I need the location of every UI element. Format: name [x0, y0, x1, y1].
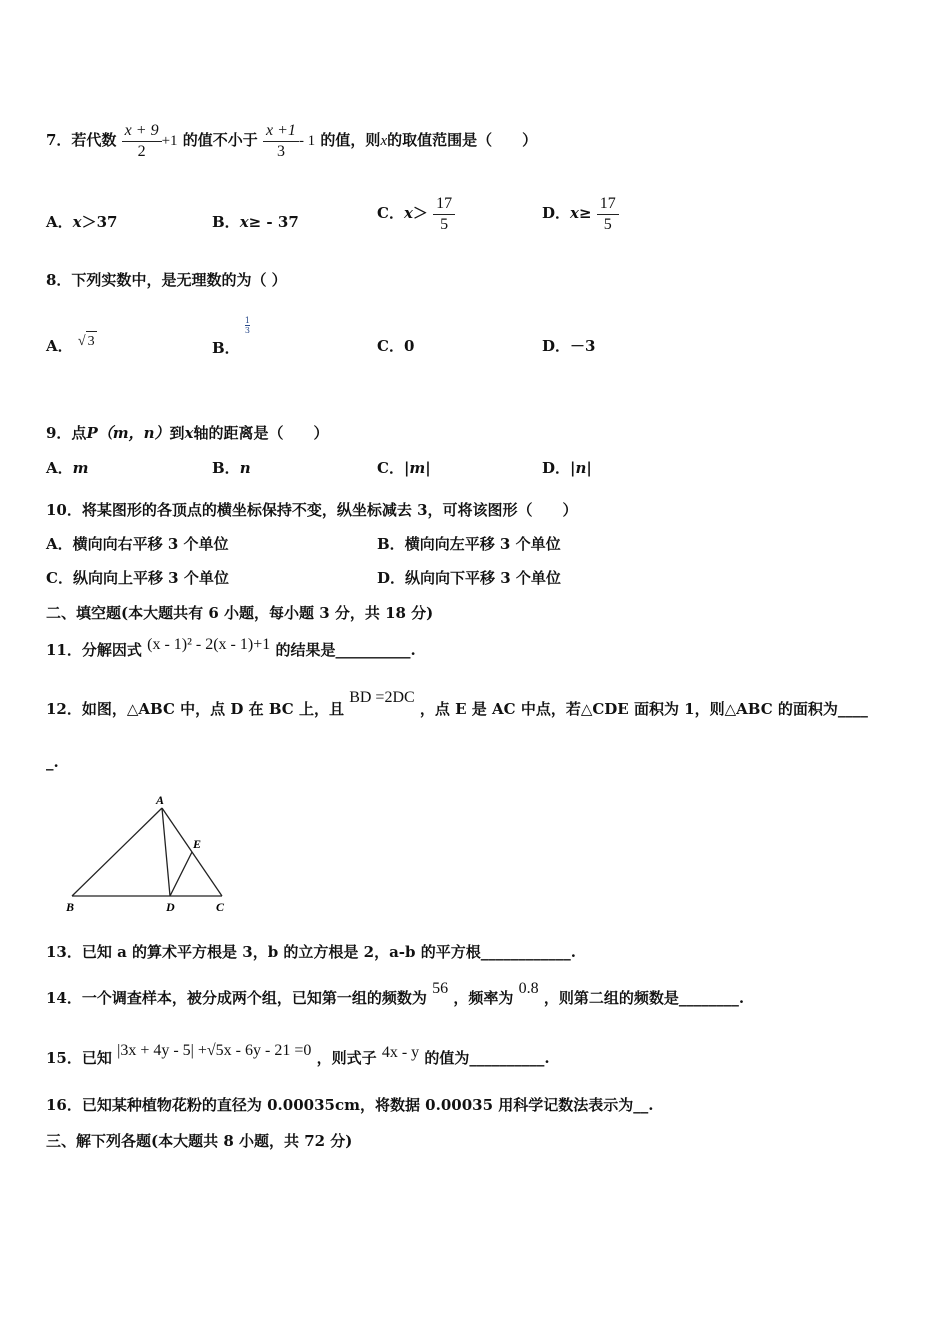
q15-expression: |3x + 4y - 5| +√5x - 6y - 21 =0	[117, 1042, 312, 1059]
q10-option-b[interactable]: B．横向向左平移 3 个单位	[377, 535, 561, 553]
line-ad	[162, 808, 170, 896]
label-d: D	[166, 900, 175, 914]
q11-stem: 11．分解因式 (x - 1)² - 2(x - 1)+1 的结果是__________.	[46, 636, 416, 659]
q10-option-a[interactable]: A．横向向右平移 3 个单位	[46, 535, 229, 553]
section-3-heading: 三、解下列各题(本大题共 8 小题，共 72 分)	[46, 1132, 353, 1150]
q8-option-c[interactable]: C．0	[377, 337, 415, 355]
q7-option-c[interactable]: C．x＞ $\frac{17}{5}$	[377, 193, 455, 233]
q13-stem: 13．已知 a 的算术平方根是 3，b 的立方根是 2，a-b 的平方根____________.	[46, 943, 576, 961]
q16-stem: 16．已知某种植物花粉的直径为 0.00035cm，将数据 0.00035 用科学记数法表示为__.	[46, 1096, 654, 1114]
q7-fraction-2: $\frac{x +1}{3}$	[263, 121, 299, 162]
q7-fraction-1: $\frac{x + 9}{2}$	[122, 121, 162, 162]
q9-option-a[interactable]: A．m	[46, 459, 89, 477]
label-e: E	[193, 837, 202, 851]
q9-stem: 9．点P（m，n）到x轴的距离是（ ）	[46, 424, 329, 442]
q14-stem: 14．一个调查样本，被分成两个组，已知第一组的频数为 56 ，频率为 0.8 ，则第二组的频数是________.	[46, 980, 745, 1007]
q7-stem: 7．若代数 $\frac{x + 9}{2}$ +1 的值不小于 $\frac{x +1}{3}$ - 1 的值，则x的取值范围是（ ）	[46, 121, 538, 160]
label-c: C	[216, 900, 225, 914]
q9-option-b[interactable]: B．n	[212, 459, 251, 477]
q10-option-d[interactable]: D．纵向向下平移 3 个单位	[377, 569, 561, 587]
q9-option-d[interactable]: D．|n|	[542, 459, 592, 477]
line-de	[170, 852, 192, 896]
q12-stem: 12．如图，△ABC 中，点 D 在 BC 上，且 BD =2DC ，点 E 是 AC 中点，若△CDE 面积为 1，则△ABC 的面积为____	[46, 689, 868, 718]
triangle-figure	[60, 790, 240, 920]
label-a: A	[156, 793, 165, 807]
q8-option-b[interactable]: B． $\frac{1}{3}$	[212, 316, 251, 357]
q10-stem: 10．将某图形的各顶点的横坐标保持不变，纵坐标减去 3，可将该图形（ ）	[46, 501, 578, 519]
q8-option-d[interactable]: D．－3	[542, 337, 596, 355]
q7-option-a[interactable]: A．x＞37	[46, 213, 118, 231]
label-b: B	[66, 900, 75, 914]
q12-tail: _.	[46, 753, 59, 771]
q10-option-c[interactable]: C．纵向向上平移 3 个单位	[46, 569, 229, 587]
q15-stem: 15．已知 |3x + 4y - 5| +√5x - 6y - 21 =0 ，则式子 4x - y 的值为__________.	[46, 1042, 550, 1067]
q11-expression: (x - 1)² - 2(x - 1)+1	[147, 636, 271, 653]
section-2-heading: 二、填空题(本大题共有 6 小题，每小题 3 分，共 18 分)	[46, 604, 434, 622]
q8-option-a[interactable]: A． √ 3	[46, 336, 97, 358]
q9-option-c[interactable]: C．|m|	[377, 459, 431, 477]
q7-option-b[interactable]: B．x≥ - 37	[212, 213, 299, 231]
q12-expression: BD =2DC	[349, 689, 415, 706]
q7-option-d[interactable]: D．x≥ $\frac{17}{5}$	[542, 193, 619, 233]
line-ab	[72, 808, 162, 896]
q8-stem: 8．下列实数中，是无理数的为（ ）	[46, 271, 287, 289]
